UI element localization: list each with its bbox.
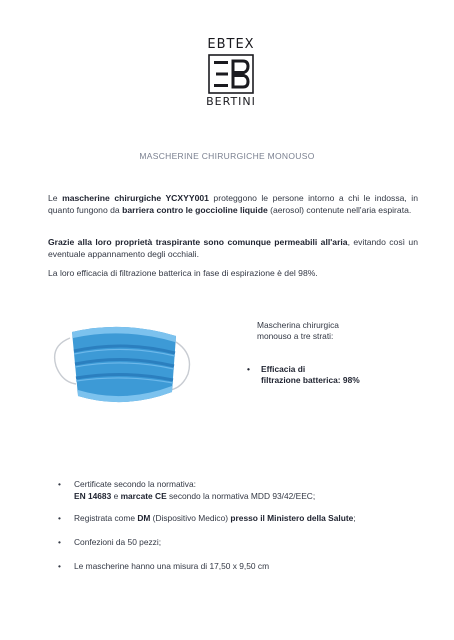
eb-monogram-icon [208, 54, 254, 94]
document-title: MASCHERINE CHIRURGICHE MONOUSO [139, 151, 315, 161]
filtration-bullet [247, 364, 397, 386]
list-item-registration [58, 512, 428, 524]
filtration-line-2: filtrazione batterica: 98% [261, 375, 360, 385]
breathability-paragraph: Grazie alla loro proprietà traspirante sono comunque permeabili all'aria, evitando così un eventuale appannamento degli occhiali. [48, 237, 418, 259]
logo-top-text: EBTEX [207, 37, 255, 52]
bullet-dot-icon: • [247, 364, 250, 374]
certification-line-2: EN 14683 e marcate CE secondo la normativa MDD 93/42/EEC; [74, 491, 316, 501]
packaging-text: Confezioni da 50 pezzi; [74, 537, 162, 547]
list-item-packaging [58, 536, 428, 548]
bullet-dot-icon: • [58, 561, 61, 571]
intro-paragraph: Le mascherine chirurgiche YCXYY001 proteggono le persone intorno a chi le indossa, in quanto fungono da barriera contro le goccioline liquide (aerosol) contenute nell'aria espirata. [48, 193, 418, 215]
bullet-dot-icon: • [58, 479, 61, 489]
efficacy-paragraph: La loro efficacia di filtrazione batterica in fase di espirazione è del 98%. [48, 268, 318, 278]
size-text: Le mascherine hanno una misura di 17,50 x 9,50 cm [74, 561, 270, 571]
filtration-line-1: Efficacia di [261, 364, 306, 374]
company-logo [201, 38, 261, 108]
bullet-dot-icon: • [58, 537, 61, 547]
surgical-mask-image [48, 318, 198, 418]
list-item-certification [58, 478, 428, 502]
features-list [58, 478, 428, 584]
registration-text: Registrata come DM (Dispositivo Medico) presso il Ministero della Salute; [74, 513, 356, 523]
bullet-dot-icon: • [58, 513, 61, 523]
logo-bottom-text: BERTINI [206, 95, 256, 108]
certification-line-1: Certificate secondo la normativa: [74, 479, 196, 489]
mask-caption: Mascherina chirurgica monouso a tre strati: [257, 320, 339, 341]
list-item-size [58, 560, 428, 572]
